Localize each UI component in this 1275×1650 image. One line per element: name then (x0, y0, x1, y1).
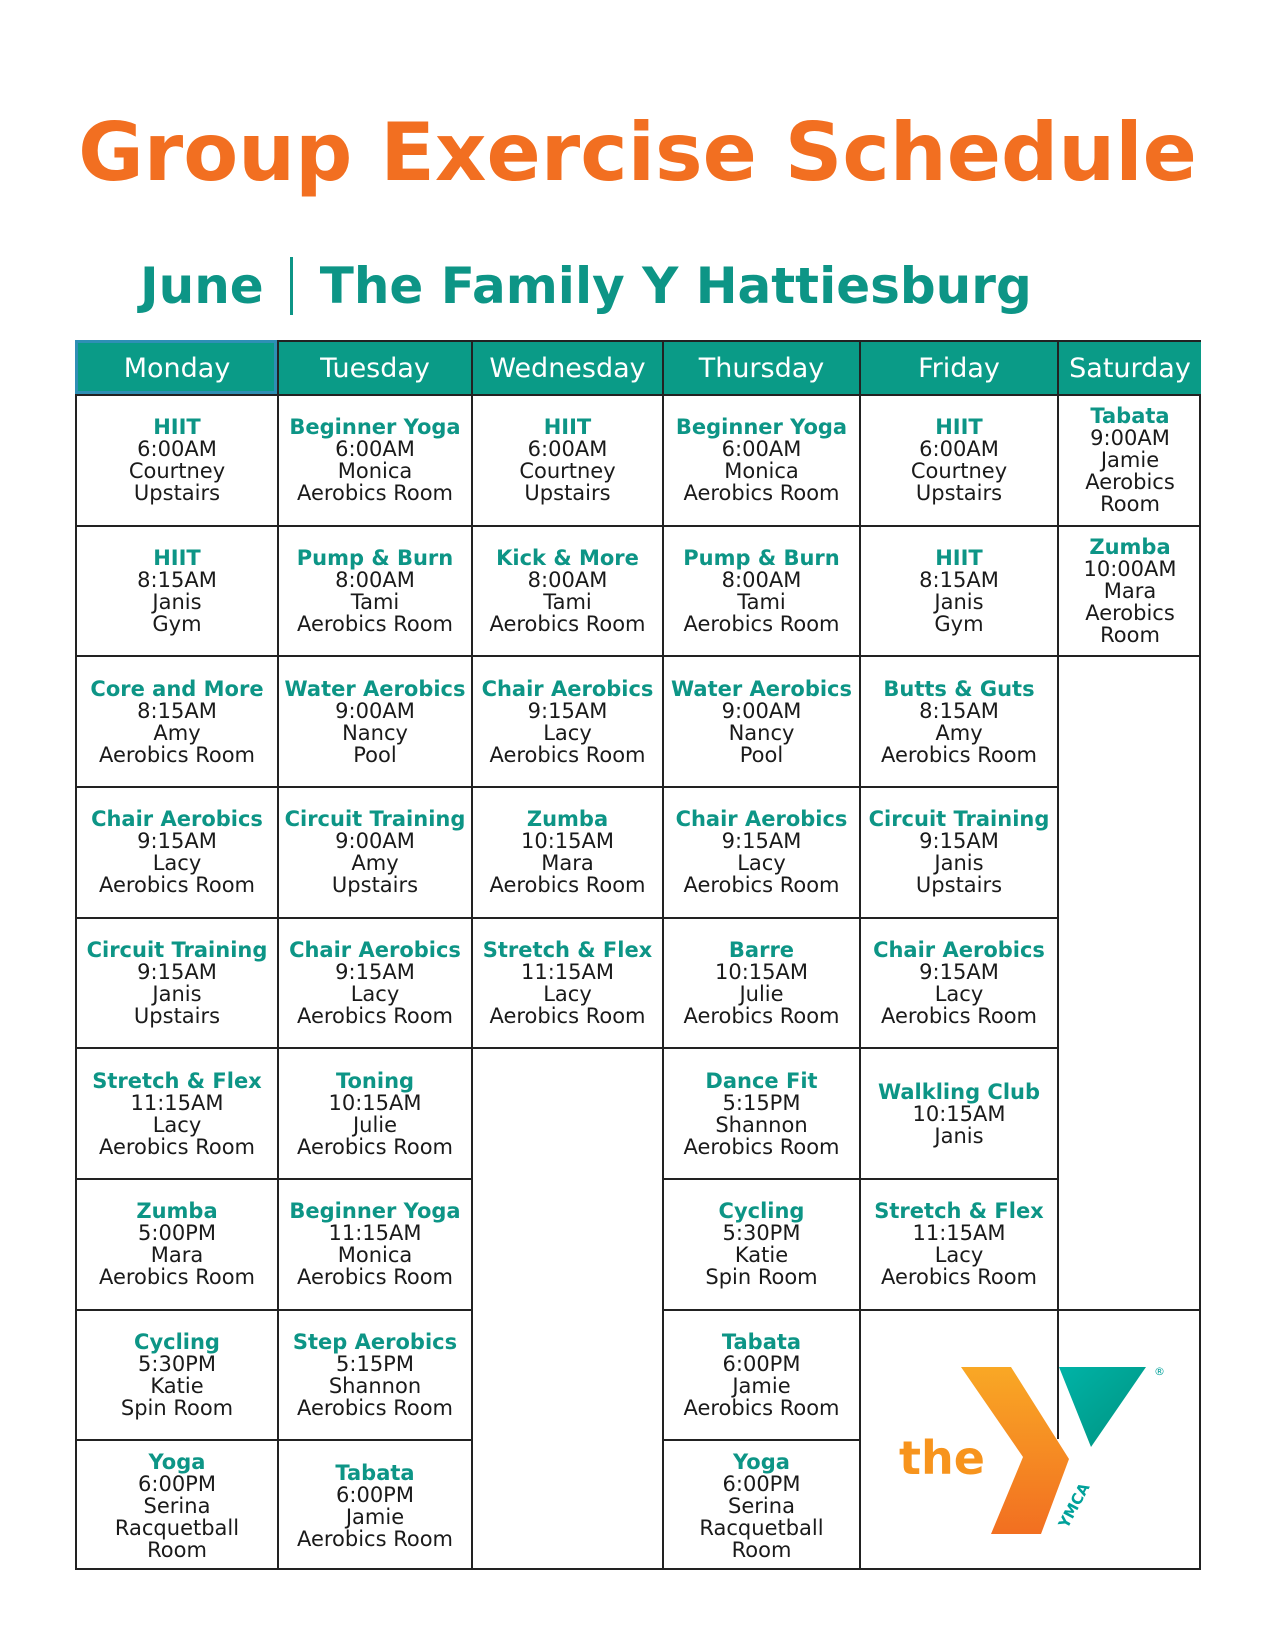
class-name: Chair Aerobics (675, 807, 848, 832)
class-cell (662, 786, 859, 917)
class-name: Chair Aerobics (873, 937, 1045, 962)
schedule-table (75, 340, 1201, 1570)
day-header-tuesday: Tuesday (277, 340, 471, 394)
class-time: 8:15AM (137, 567, 217, 592)
class-cell (277, 917, 471, 1048)
class-room: Aerobics Room (296, 481, 454, 506)
class-room: Aerobics Room (1085, 600, 1175, 647)
day-header-monday: Monday (75, 340, 277, 394)
class-name: Chair Aerobics (481, 676, 654, 701)
class-cell (859, 786, 1057, 917)
class-room: Aerobics Room (880, 1265, 1038, 1290)
class-time: 9:15AM (919, 959, 999, 984)
day-header-wednesday: Wednesday (471, 340, 662, 394)
class-name: Stretch & Flex (482, 937, 653, 962)
class-room: Gym (152, 611, 202, 636)
class-instructor: Shannon (715, 1112, 808, 1137)
class-name: Toning (335, 1068, 415, 1093)
class-cell (662, 394, 859, 525)
class-name: Dance Fit (705, 1068, 818, 1093)
class-name: Zumba (136, 1199, 218, 1224)
class-room: Aerobics Room (683, 1003, 840, 1028)
class-instructor: Julie (739, 981, 784, 1006)
class-name: Cycling (134, 1329, 220, 1354)
page-subtitle (140, 256, 1032, 316)
class-time: 10:15AM (328, 1090, 422, 1115)
class-room: Aerobics Room (98, 1134, 256, 1159)
class-time: 8:15AM (919, 567, 999, 592)
class-room: Spin Room (120, 1395, 234, 1420)
class-cell (277, 1047, 471, 1178)
class-cell (75, 1309, 277, 1440)
class-time: 9:00AM (335, 698, 415, 723)
class-room: Upstairs (133, 1003, 221, 1028)
class-time: 9:15AM (137, 829, 217, 854)
class-room: Aerobics Room (296, 1134, 454, 1159)
class-cell (859, 655, 1057, 786)
class-time: 6:00PM (138, 1471, 216, 1496)
class-name: Chair Aerobics (289, 937, 461, 962)
class-room: Aerobics Room (683, 611, 840, 636)
class-cell (75, 394, 277, 525)
class-name: Beginner Yoga (289, 415, 461, 440)
class-room: Aerobics Room (683, 1134, 840, 1159)
class-time: 8:15AM (919, 698, 999, 723)
class-time: 5:15PM (722, 1090, 801, 1115)
class-instructor: Lacy (934, 981, 984, 1006)
class-room: Aerobics Room (1085, 470, 1175, 517)
class-name: Yoga (148, 1449, 206, 1474)
class-name: Tabata (721, 1329, 802, 1354)
class-room: Pool (353, 742, 397, 767)
class-cell (75, 655, 277, 786)
class-instructor: Janis (152, 589, 202, 614)
class-name: Core and More (90, 676, 264, 701)
logo-word: the (899, 1430, 985, 1485)
class-cell (1057, 525, 1201, 656)
class-room: Aerobics Room (880, 742, 1038, 767)
class-name: Pump & Burn (683, 545, 840, 570)
class-instructor: Lacy (543, 981, 592, 1006)
class-time: 9:00AM (721, 698, 802, 723)
class-name: Yoga (733, 1449, 790, 1474)
class-instructor: Julie (352, 1112, 398, 1137)
class-name: Butts & Guts (883, 676, 1035, 701)
class-name: HIIT (153, 415, 201, 440)
class-cell (75, 917, 277, 1048)
class-time: 10:15AM (714, 959, 808, 984)
class-name: Circuit Training (868, 807, 1050, 832)
class-cell (859, 1047, 1057, 1178)
class-name: Chair Aerobics (91, 807, 263, 832)
class-instructor: Janis (152, 981, 202, 1006)
class-instructor: Lacy (934, 1243, 984, 1268)
class-instructor: Amy (935, 720, 983, 745)
class-instructor: Tami (350, 589, 400, 614)
class-room: Aerobics Room (98, 1265, 256, 1290)
class-cell (471, 655, 662, 786)
class-name: Beginner Yoga (289, 1199, 461, 1224)
subtitle-divider (290, 257, 293, 315)
class-time: 9:15AM (919, 829, 999, 854)
class-cell (1057, 394, 1201, 525)
class-instructor: Monica (337, 459, 413, 484)
class-time: 5:00PM (138, 1221, 216, 1246)
class-room: Aerobics Room (296, 1265, 454, 1290)
class-cell (75, 525, 277, 656)
class-instructor: Lacy (350, 981, 400, 1006)
class-cell (277, 786, 471, 917)
class-name: HIIT (935, 415, 983, 440)
class-cell (662, 1439, 859, 1570)
day-header-friday: Friday (859, 340, 1057, 394)
class-name: Water Aerobics (284, 676, 466, 701)
class-instructor: Mara (541, 851, 594, 876)
class-time: 9:15AM (527, 698, 608, 723)
class-instructor: Jamie (732, 1373, 791, 1398)
day-header-thursday: Thursday (662, 340, 859, 394)
class-time: 9:15AM (721, 829, 802, 854)
class-cell (662, 917, 859, 1048)
class-cell (75, 1047, 277, 1178)
class-cell (662, 1047, 859, 1178)
class-cell (277, 655, 471, 786)
class-time: 10:00AM (1083, 556, 1177, 581)
day-header-saturday: Saturday (1057, 340, 1201, 394)
class-time: 6:00AM (721, 437, 802, 462)
class-room: Aerobics Room (98, 742, 256, 767)
class-instructor: Courtney (910, 459, 1008, 484)
class-room: Aerobics Room (296, 1395, 454, 1420)
class-instructor: Janis (934, 589, 984, 614)
class-room: Upstairs (524, 481, 611, 506)
class-instructor: Nancy (728, 720, 795, 745)
class-cell (277, 1309, 471, 1440)
class-time: 8:15AM (137, 698, 217, 723)
class-room: Aerobics Room (683, 1395, 840, 1420)
class-time: 6:00AM (335, 437, 415, 462)
class-time: 11:15AM (912, 1221, 1006, 1246)
class-time: 6:00AM (527, 437, 608, 462)
class-room: Aerobics Room (296, 1003, 454, 1028)
class-instructor: Lacy (152, 1112, 202, 1137)
class-room: Aerobics Room (489, 611, 646, 636)
class-cell (471, 917, 662, 1048)
class-name: Step Aerobics (292, 1329, 458, 1354)
class-instructor: Jamie (345, 1504, 405, 1529)
class-time: 8:00AM (527, 567, 608, 592)
location-label: The Family Y Hattiesburg (319, 257, 1032, 315)
class-time: 9:15AM (137, 959, 217, 984)
class-cell (75, 786, 277, 917)
class-cell (471, 394, 662, 525)
class-room: Gym (934, 611, 984, 636)
class-instructor: Tami (737, 589, 786, 614)
ymca-logo-cell (859, 1309, 1201, 1570)
class-cell (277, 394, 471, 525)
class-cell (662, 1178, 859, 1309)
class-instructor: Janis (934, 1123, 984, 1148)
class-room: Upstairs (915, 481, 1003, 506)
class-name: Stretch & Flex (874, 1199, 1044, 1224)
class-name: HIIT (935, 545, 983, 570)
month-label: June (140, 257, 264, 315)
class-instructor: Lacy (543, 720, 592, 745)
registered-mark: ® (1154, 1364, 1165, 1378)
class-cell (859, 1178, 1057, 1309)
class-room: Aerobics Room (296, 1526, 454, 1551)
class-name: Tabata (1090, 404, 1170, 429)
class-instructor: Nancy (342, 720, 408, 745)
class-instructor: Mara (150, 1243, 204, 1268)
class-cell (277, 1439, 471, 1570)
class-room: Upstairs (331, 873, 419, 898)
class-cell (859, 525, 1057, 656)
class-room: Racquetball Room (699, 1515, 824, 1562)
class-room: Aerobics Room (489, 873, 646, 898)
class-instructor: Serina (143, 1493, 211, 1518)
class-name: Pump & Burn (296, 545, 454, 570)
class-cell (859, 917, 1057, 1048)
class-name: HIIT (543, 415, 592, 440)
class-name: HIIT (153, 545, 201, 570)
class-name: Tabata (335, 1460, 415, 1485)
class-name: Beginner Yoga (675, 415, 848, 440)
class-time: 11:15AM (130, 1090, 224, 1115)
class-cell (471, 786, 662, 917)
class-cell (859, 394, 1057, 525)
class-room: Upstairs (133, 481, 221, 506)
class-instructor: Janis (934, 851, 984, 876)
class-time: 5:15PM (336, 1351, 414, 1376)
class-time: 8:00AM (335, 567, 415, 592)
class-instructor: Katie (734, 1243, 789, 1268)
class-time: 6:00PM (722, 1471, 801, 1496)
class-instructor: Tami (543, 589, 592, 614)
logo-org: YMCA (1054, 1479, 1094, 1531)
class-instructor: Katie (150, 1373, 204, 1398)
class-time: 9:00AM (1090, 426, 1170, 451)
class-time: 6:00AM (137, 437, 217, 462)
logo-y-teal (1059, 1367, 1146, 1447)
class-room: Aerobics Room (296, 611, 454, 636)
class-instructor: Monica (724, 459, 799, 484)
class-instructor: Lacy (737, 851, 786, 876)
class-time: 9:00AM (335, 829, 415, 854)
class-name: Barre (728, 937, 795, 962)
class-room: Spin Room (705, 1265, 818, 1290)
class-name: Zumba (526, 807, 609, 832)
class-cell (662, 1309, 859, 1440)
class-cell (75, 1439, 277, 1570)
class-room: Aerobics Room (489, 742, 646, 767)
class-room: Pool (739, 742, 784, 767)
class-name: Kick & More (496, 545, 639, 570)
class-time: 9:15AM (335, 959, 415, 984)
empty-cell (471, 1047, 662, 1570)
class-instructor: Jamie (1100, 448, 1160, 473)
class-name: Zumba (1089, 534, 1171, 559)
class-time: 11:15AM (520, 959, 614, 984)
class-name: Water Aerobics (671, 676, 852, 701)
class-instructor: Mara (1103, 578, 1157, 603)
class-instructor: Courtney (519, 459, 616, 484)
class-time: 5:30PM (722, 1221, 801, 1246)
class-cell (662, 525, 859, 656)
class-instructor: Amy (153, 720, 201, 745)
class-name: Stretch & Flex (92, 1068, 262, 1093)
class-room: Aerobics Room (98, 873, 256, 898)
class-time: 10:15AM (912, 1101, 1006, 1126)
class-name: Circuit Training (86, 937, 268, 962)
class-time: 10:15AM (520, 829, 614, 854)
class-room: Aerobics Room (489, 1003, 646, 1028)
class-instructor: Lacy (152, 851, 202, 876)
class-time: 11:15AM (328, 1221, 422, 1246)
class-name: Cycling (718, 1199, 805, 1224)
class-room: Upstairs (915, 873, 1003, 898)
class-time: 5:30PM (138, 1351, 216, 1376)
class-instructor: Shannon (328, 1373, 422, 1398)
page-title: Group Exercise Schedule (78, 106, 1197, 199)
class-cell (662, 655, 859, 786)
class-room: Aerobics Room (683, 481, 840, 506)
class-room: Aerobics Room (880, 1003, 1038, 1028)
class-time: 6:00PM (336, 1482, 414, 1507)
class-room: Aerobics Room (683, 873, 840, 898)
class-instructor: Amy (351, 851, 399, 876)
class-name: Circuit Training (284, 807, 466, 832)
class-instructor: Monica (337, 1243, 413, 1268)
class-cell (75, 1178, 277, 1309)
class-room: Racquetball Room (114, 1515, 240, 1562)
class-time: 6:00PM (722, 1351, 801, 1376)
class-time: 6:00AM (919, 437, 999, 462)
class-cell (471, 525, 662, 656)
class-cell (277, 1178, 471, 1309)
class-instructor: Serina (728, 1493, 795, 1518)
class-instructor: Courtney (128, 459, 226, 484)
class-name: Walkling Club (877, 1079, 1041, 1104)
class-cell (277, 525, 471, 656)
ymca-logo (891, 1339, 1181, 1554)
class-time: 8:00AM (721, 567, 802, 592)
